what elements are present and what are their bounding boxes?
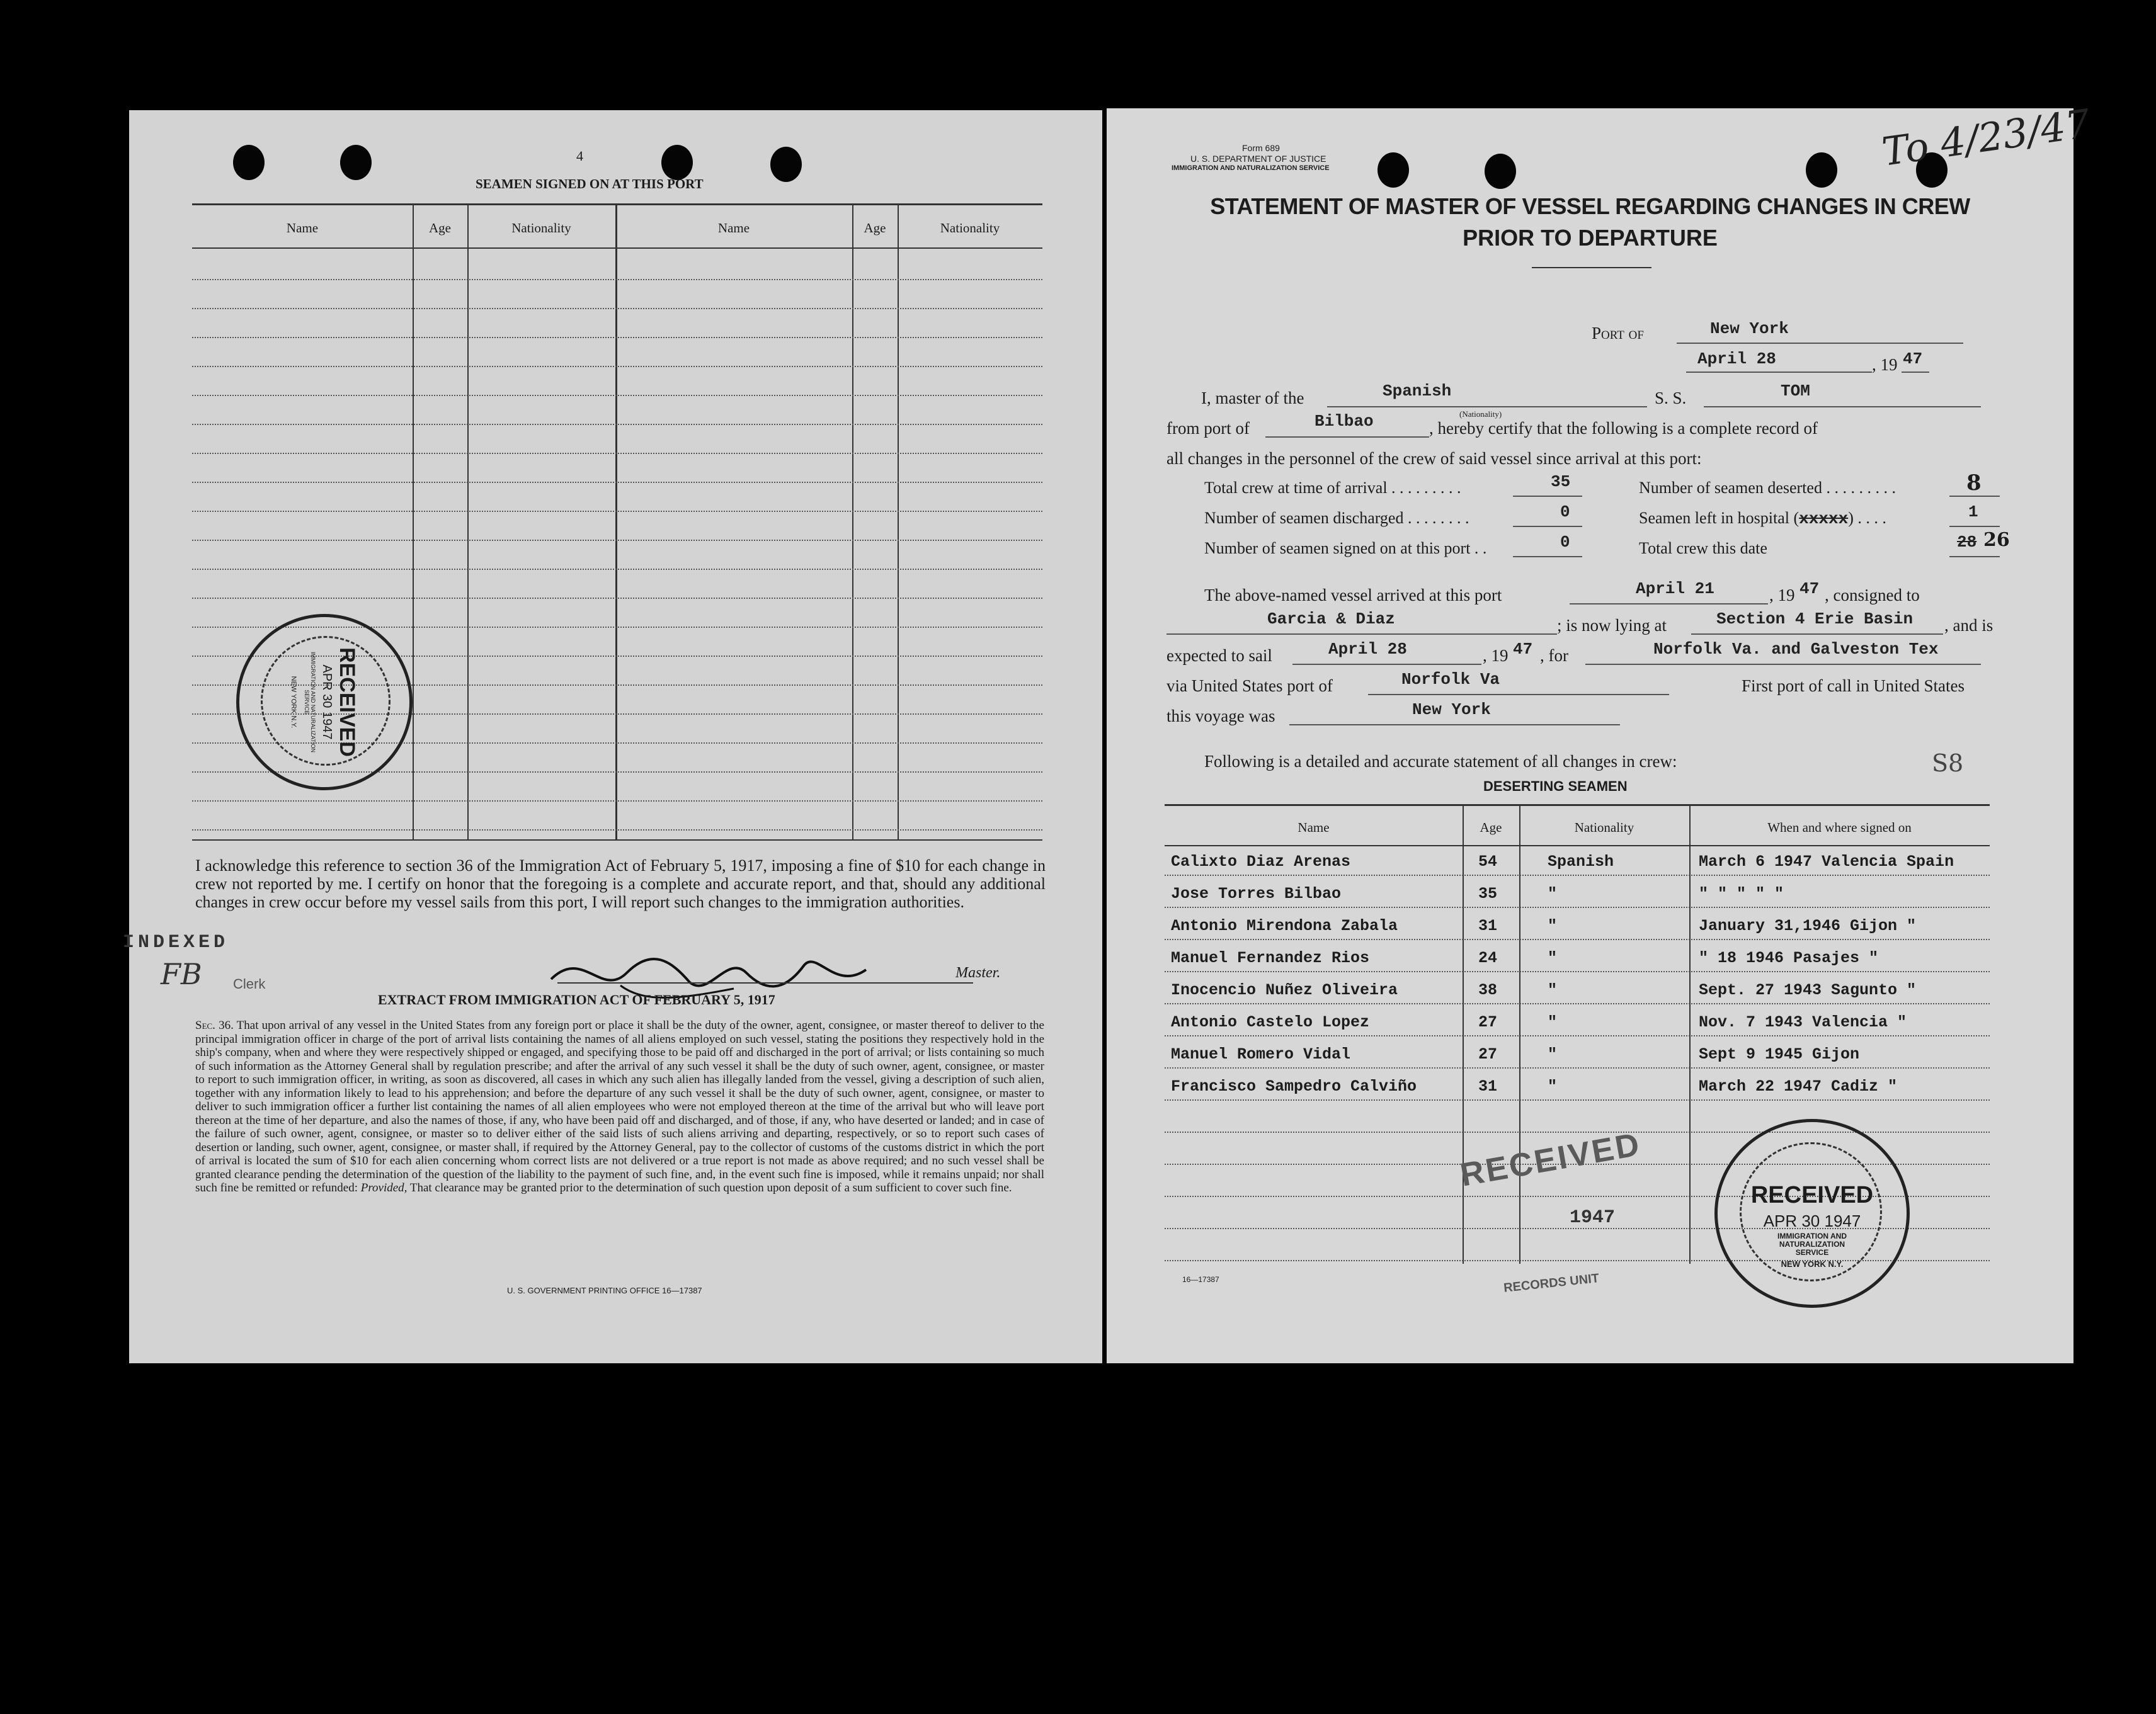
total-arrival-value: 35 <box>1551 472 1571 491</box>
table-row-line <box>192 279 1042 280</box>
hospital-value: 1 <box>1968 502 1978 521</box>
table-row-line <box>192 337 1042 338</box>
sec-label: Sec. 36. <box>195 1019 234 1032</box>
deserter-age: 27 <box>1478 1013 1498 1031</box>
stamp-city: NEW YORK N.Y. <box>290 676 297 729</box>
first-port-label: First port of call in United States <box>1742 676 1965 695</box>
deserter-signed: Sept 9 1945 Gijon <box>1699 1045 1860 1064</box>
indexed-initials: FB <box>161 957 202 991</box>
deserter-signed: Sept. 27 1943 Sagunto " <box>1699 981 1917 999</box>
hospital-struck: xxxxx <box>1799 509 1849 528</box>
deserter-nationality: " <box>1548 917 1558 935</box>
deserter-nationality: " <box>1548 1077 1558 1096</box>
total-arrival-label: Total crew at time of arrival . . . . . . . . . <box>1204 479 1461 497</box>
total-date-label: Total crew this date <box>1639 539 1767 557</box>
total-date-struck: 28 <box>1957 533 1977 552</box>
form-title-line2: PRIOR TO DEPARTURE <box>1463 225 1718 251</box>
voyage-value: New York <box>1412 700 1491 719</box>
deserter-name: Manuel Fernandez Rios <box>1171 949 1370 967</box>
acknowledgment-paragraph: I acknowledge this reference to section 36 of the Immigration Act of February 5, 1917, imposing a fine of $10 for each change in crew not reported by me. I certify on honor that the foregoing is a complete and accurate report, and that, should any additional changes in crew occur before my vessel sails from this port, I will report such changes to the immigration authorities. <box>195 856 1046 911</box>
lying-label: ; is now lying at <box>1557 616 1667 635</box>
stamp-date: APR 30 1947 <box>320 664 334 740</box>
extract-body: That upon arrival of any vessel in the United States from any foreign port or place it shall be the duty of the owner, agent, consignee, or master thereof to deliver to the principal immigration officer in charge of the port of arrival lists containing the names of all aliens employed on such vessel, stating the positions they respectively hold in the ship's company, when and where they were respectively shipped or engaged, and specifying those to be paid off and discharged in the port of arrival; or lists containing so much of such information as the Attorney General shall by regulation prescribe; and after the arrival of any such vessel it shall be the duty of such owner, agent, consignee, or master to report to such immigration officer, in writing, as soon as discovered, all cases in which any such alien has illegally landed from the vessel, giving a description of such alien, together with any information likely to lead to his apprehension; and before the departure of any such vessel it shall be the duty of such owner, agent, consignee, or master to deliver to such immigration officer a further list containing the names of all alien employees who were not employed thereon at the time of the arrival but who will leave port thereon at the time of her departure, and also the names of those, if any, who have been paid off and discharged, and of those, if any, who have deserted or landed; and in case of the failure of such owner, agent, consignee, or master so to deliver either of the said lists of such aliens arriving and departing, respectively, or so to report such cases of desertion or landing, such owner, agent, consignee, or master shall, if required by the Attorney General, pay to the collector of customs of the customs district in which the port of arrival is located the sum of $10 for each alien concerning whom correct lists are not delivered or a true report is not made as above required; and no such vessel shall be granted clearance pending the determination of the question of the liability to the payment of such fine, and, in the event such fine is imposed, while it remains unpaid; nor shall such fine be remitted or refunded: <box>195 1019 1044 1195</box>
signed-on-label: Number of seamen signed on at this port . . <box>1204 539 1487 557</box>
deserter-nationality: Spanish <box>1548 853 1614 871</box>
discharged-value: 0 <box>1560 502 1570 521</box>
received-slant-stamp: RECEIVED <box>1457 1126 1644 1194</box>
deserter-signed: March 22 1947 Cadiz " <box>1699 1077 1898 1096</box>
deserting-title: DESERTING SEAMEN <box>1483 778 1628 794</box>
hospital-label-text: Seamen left in hospital ( <box>1639 509 1800 527</box>
deserter-signed: March 6 1947 Valencia Spain <box>1699 853 1954 871</box>
table-row-line <box>1165 907 1990 908</box>
department: U. S. DEPARTMENT OF JUSTICE <box>1190 154 1326 164</box>
extract-title: EXTRACT FROM IMMIGRATION ACT OF FEBRUARY 5, 1917 <box>378 992 775 1007</box>
deserter-name: Calixto Diaz Arenas <box>1171 853 1351 871</box>
col-nationality-2: Nationality <box>940 220 1000 236</box>
deserter-nationality: " <box>1548 949 1558 967</box>
hospital-label <box>1639 509 1886 528</box>
stamp-received-word: RECEIVED <box>335 647 359 757</box>
for-value: Norfolk Va. and Galveston Tex <box>1653 640 1939 659</box>
table-row-line <box>1165 875 1990 876</box>
deserter-name: Inocencio Nuñez Oliveira <box>1171 981 1398 999</box>
master-of-label: I, master of the <box>1201 389 1304 407</box>
deserter-name: Manuel Romero Vidal <box>1171 1045 1351 1064</box>
from-port-value: Bilbao <box>1315 412 1374 431</box>
nationality-value: Spanish <box>1383 382 1452 400</box>
via-label: via United States port of <box>1166 676 1333 695</box>
arrived-year: 47 <box>1800 579 1820 598</box>
deserter-nationality: " <box>1548 1045 1558 1064</box>
arrived-year-prefix: , 19 <box>1769 586 1795 604</box>
table-row-line <box>192 569 1042 570</box>
col-name-1: Name <box>286 220 319 236</box>
date-value: April 28 <box>1697 349 1776 368</box>
expected-value: April 28 <box>1328 640 1407 659</box>
form-number: Form 689 <box>1242 143 1280 153</box>
deserter-nationality: " <box>1548 981 1558 999</box>
extract-text <box>195 1019 1044 1195</box>
round-stamp-word: RECEIVED <box>1750 1182 1874 1208</box>
received-stamp-left <box>236 614 413 790</box>
voyage-label: this voyage was <box>1166 707 1275 725</box>
table-row-line <box>1165 971 1990 972</box>
following-text: Following is a detailed and accurate statement of all changes in crew: <box>1204 752 1677 771</box>
right-page <box>1107 100 2094 1363</box>
deserter-signed: January 31,1946 Gijon " <box>1699 917 1917 935</box>
received-slant-year: 1947 <box>1570 1207 1616 1229</box>
footer-code: 16—17387 <box>1182 1275 1219 1284</box>
deserter-name: Jose Torres Bilbao <box>1171 885 1342 903</box>
arrived-label: The above-named vessel arrived at this port <box>1204 586 1502 604</box>
deserter-name: Francisco Sampedro Calviño <box>1171 1077 1417 1096</box>
deserter-age: 31 <box>1478 1077 1498 1096</box>
table-row-line <box>192 366 1042 367</box>
col-name-2: Name <box>717 220 750 236</box>
dcol-name: Name <box>1298 820 1330 835</box>
table-row-line <box>192 424 1042 425</box>
consigned-label: , consigned to <box>1825 586 1920 604</box>
section-title: SEAMEN SIGNED ON AT THIS PORT <box>476 176 704 191</box>
stamp-agency: IMMIGRATION AND NATURALIZATION SERVICE <box>304 651 316 752</box>
punch-hole <box>770 147 802 182</box>
printing-office: U. S. GOVERNMENT PRINTING OFFICE 16—17387 <box>507 1286 702 1295</box>
lying-value: Section 4 Erie Basin <box>1716 610 1914 628</box>
expected-year-prefix: , 19 <box>1483 646 1509 665</box>
round-stamp-date: APR 30 1947 <box>1763 1212 1861 1230</box>
table-row-line <box>1165 1132 1990 1133</box>
punch-hole <box>1485 154 1516 189</box>
table-row-line <box>1165 1035 1990 1036</box>
punch-hole <box>661 145 693 180</box>
form-title-line1: STATEMENT OF MASTER OF VESSEL REGARDING CHANGES IN CREW <box>1210 193 1970 219</box>
deserter-name: Antonio Castelo Lopez <box>1171 1013 1370 1031</box>
expected-label: expected to sail <box>1166 646 1272 665</box>
deserter-age: 31 <box>1478 917 1498 935</box>
table-row-line <box>192 453 1042 454</box>
deserter-signed: " 18 1946 Pasajes " <box>1699 949 1879 967</box>
punch-hole <box>340 145 372 180</box>
indexed-stamp: INDEXED <box>123 932 229 953</box>
punch-hole <box>233 145 265 180</box>
table-row-line <box>192 829 1042 831</box>
punch-hole <box>1806 152 1837 188</box>
left-page <box>123 110 1102 1363</box>
records-stamp: RECORDS UNIT <box>1503 1271 1600 1295</box>
arrived-value: April 21 <box>1636 579 1714 598</box>
deserter-signed: " " " " " <box>1699 885 1784 903</box>
table-row-line <box>1165 1067 1990 1069</box>
handwritten-corner-note: To 4/23/47 <box>1879 100 2094 175</box>
deserter-age: 35 <box>1478 885 1498 903</box>
round-stamp-city: NEW YORK N.Y. <box>1781 1259 1844 1269</box>
deserter-age: 54 <box>1478 853 1498 871</box>
for-label: , for <box>1540 646 1568 665</box>
discharged-label: Number of seamen discharged . . . . . . . . <box>1204 509 1469 527</box>
year-value: 47 <box>1903 349 1923 368</box>
signed-on-value: 0 <box>1560 533 1570 552</box>
extract-provided: Provided, <box>360 1181 408 1195</box>
extract-tail: That clearance may be granted prior to the determination of such question upon deposit of a sum sufficient to cover such fine. <box>409 1181 1012 1195</box>
and-is: , and is <box>1944 616 1993 635</box>
service: IMMIGRATION AND NATURALIZATION SERVICE <box>1172 164 1330 172</box>
certify-text: , hereby certify that the following is a complete record of <box>1429 419 1818 438</box>
deserter-name: Antonio Mirendona Zabala <box>1171 917 1398 935</box>
col-nationality-1: Nationality <box>511 220 571 236</box>
consignee-value: Garcia & Diaz <box>1267 610 1395 628</box>
changes-text: all changes in the personnel of the crew of said vessel since arrival at this port: <box>1166 449 1702 468</box>
deserted-label: Number of seamen deserted . . . . . . . . . <box>1639 479 1896 497</box>
ss-label: S. S. <box>1655 389 1687 407</box>
clerk-label: Clerk <box>233 976 266 992</box>
table-row-line <box>1165 939 1990 940</box>
punch-hole <box>1377 152 1409 188</box>
dcol-signed: When and where signed on <box>1767 820 1912 835</box>
page-number: 4 <box>576 148 583 164</box>
ship-name: TOM <box>1781 382 1810 400</box>
from-port-label: from port of <box>1166 419 1250 438</box>
hospital-close: ) . . . . <box>1848 509 1886 527</box>
col-age-2: Age <box>864 220 886 236</box>
table-row-line <box>192 395 1042 396</box>
deserter-age: 38 <box>1478 981 1498 999</box>
deserter-signed: Nov. 7 1943 Valencia " <box>1699 1013 1907 1031</box>
margin-note: S8 <box>1932 749 1964 777</box>
dcol-nationality: Nationality <box>1574 820 1634 835</box>
via-value: Norfolk Va <box>1401 670 1500 689</box>
deserted-value: 8 <box>1966 470 1982 496</box>
port-value: New York <box>1710 319 1789 338</box>
table-row-line <box>1165 1099 1990 1101</box>
col-age-1: Age <box>429 220 451 236</box>
table-row-line <box>192 482 1042 483</box>
round-stamp-agency: IMMIGRATION AND NATURALIZATION SERVICE <box>1777 1232 1847 1257</box>
table-row-line <box>192 511 1042 512</box>
deserter-nationality: " <box>1548 1013 1558 1031</box>
table-row-line <box>192 540 1042 541</box>
deserter-age: 24 <box>1478 949 1498 967</box>
table-row-line <box>192 800 1042 802</box>
nationality-caption: (Nationality) <box>1459 409 1502 419</box>
total-date-value: 26 <box>1983 529 2010 551</box>
received-stamp-right <box>1714 1119 1910 1308</box>
table-row-line <box>192 598 1042 599</box>
dcol-age: Age <box>1480 820 1502 835</box>
expected-year: 47 <box>1513 640 1533 659</box>
table-row-line <box>192 308 1042 309</box>
port-label: Port of <box>1592 324 1644 343</box>
master-label: Master. <box>955 965 1001 981</box>
deserter-age: 27 <box>1478 1045 1498 1064</box>
deserter-nationality: " <box>1548 885 1558 903</box>
table-row-line <box>1165 1003 1990 1004</box>
year-prefix: , 19 <box>1872 355 1898 374</box>
